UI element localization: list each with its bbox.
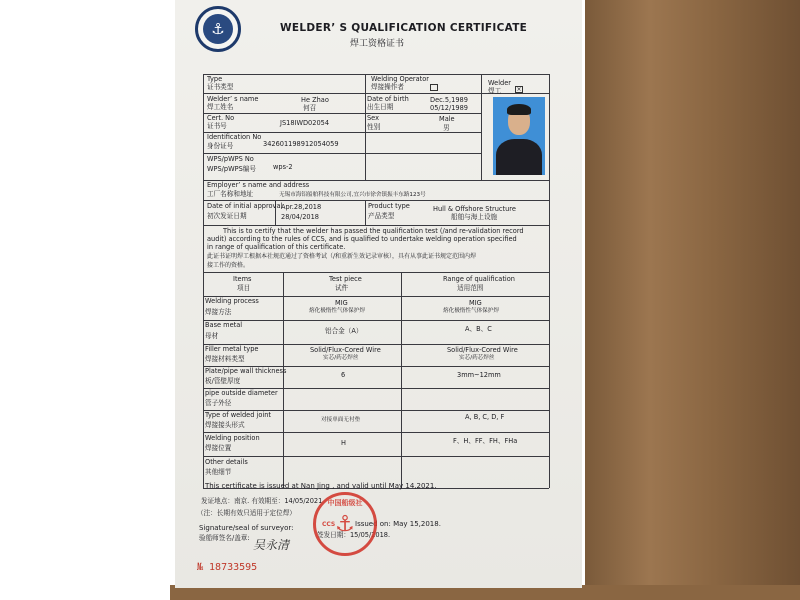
row-0-item-en: Welding process <box>205 297 259 305</box>
row-4-item-en: pipe outside diameter <box>205 389 278 397</box>
welder-checkbox: × <box>516 86 522 93</box>
header-items-en: Items <box>233 275 252 283</box>
name-value-cn: 何召 <box>303 104 317 112</box>
statement-en-line-1: This is to certify that the welder has passed the qualification test (/and re-validation record <box>223 227 524 235</box>
sex-value-cn: 男 <box>443 124 450 132</box>
birth-value-en: Dec.5,1989 <box>430 96 468 104</box>
birth-label-en: Date of birth <box>367 95 409 103</box>
row-3-range: 3mm~12mm <box>457 371 501 379</box>
row-0-test: MIG <box>335 299 348 307</box>
statement-cn-line-1: 此证书证明焊工根据本社规范通过了资格考试（/和重新生效记录审核），具有从事此证书规定范围内焊 <box>207 253 477 260</box>
wps-label-en: WPS/pWPS No <box>207 155 254 163</box>
row-2-range: Solid/Flux-Cored Wire <box>447 346 518 354</box>
serial-number: № 18733595 <box>197 562 258 573</box>
statement-cn-line-2: 接工作的资格。 <box>207 262 250 269</box>
row-3-item-en: Plate/pipe wall thickness <box>205 367 287 375</box>
ccs-seal-stamp <box>313 492 377 556</box>
row-1-item-en: Base metal <box>205 321 243 329</box>
row-0-item-cn: 焊接方法 <box>205 308 232 316</box>
employer-label-en: Employer’ s name and address <box>207 181 310 189</box>
id-label-cn: 身份证号 <box>207 142 234 150</box>
id-label-en: Identification No <box>207 133 262 141</box>
certificate-title-en: WELDER’ S QUALIFICATION CERTIFICATE <box>280 22 528 34</box>
approval-value-cn: 28/04/2018 <box>281 213 320 221</box>
row-2-item-en: Filler metal type <box>205 345 259 353</box>
cert-no-label-cn: 证书号 <box>207 122 227 130</box>
row-5-test: 对接单面无衬垫 <box>321 417 361 423</box>
type-label-en: Type <box>207 75 223 83</box>
sex-label-en: Sex <box>367 114 380 122</box>
issued-statement-cn: 发证地点：南京. 有效期至：14/05/2021 <box>201 497 323 505</box>
row-6-range: F、H、FF、FH、FHa <box>453 437 518 445</box>
approval-label-cn: 初次发证日期 <box>207 212 247 220</box>
surveyor-signature-label-cn: 验船师签名/盖章: <box>199 534 250 542</box>
row-2-test2: 实芯/药芯焊丝 <box>323 355 359 361</box>
id-value: 342601198912054059 <box>263 140 339 148</box>
row-5-item-cn: 焊接接头形式 <box>205 421 245 429</box>
surveyor-signature-label: Signature/seal of surveyor: <box>199 524 294 532</box>
surveyor-signature: 吴永清 <box>253 538 290 552</box>
row-0-test2: 熔化极惰性气体保护焊 <box>309 308 365 314</box>
product-label-cn: 产品类型 <box>368 212 395 220</box>
row-2-range2: 实芯/药芯焊丝 <box>459 355 495 361</box>
sex-value-en: Male <box>439 115 455 123</box>
issued-on-date: Issued on: May 15,2018. <box>355 520 441 528</box>
sex-label-cn: 性别 <box>367 123 381 131</box>
wps-label-cn: WPS/pWPS编号 <box>207 165 256 173</box>
product-label-en: Product type <box>368 202 410 210</box>
welder-label: Welder <box>488 79 511 87</box>
row-7-item-en: Other details <box>205 458 248 466</box>
ccs-logo-icon <box>195 6 241 52</box>
issued-statement: This certificate is issued at Nan Jing , and valid until May 14,2021. <box>205 482 437 490</box>
header-range-en: Range of qualification <box>443 275 515 283</box>
employer-value: 无锡市海铝船舶科技有限公司,宜兴市徐舍镇振丰东路123号 <box>279 192 426 198</box>
welder-label-cn: 焊工 <box>488 87 502 95</box>
birth-label-cn: 出生日期 <box>367 103 394 111</box>
row-5-item-en: Type of welded joint <box>205 411 271 419</box>
product-value-cn: 船舶与海上设施 <box>451 213 498 221</box>
seal-text: 中国船级社 <box>327 499 363 507</box>
row-1-range: A、B、C <box>465 325 492 333</box>
birth-value-cn: 05/12/1989 <box>430 104 469 112</box>
issued-on-date-cn: 签发日期：15/05/2018. <box>317 531 391 539</box>
approval-label-en: Date of initial approval <box>207 202 283 210</box>
header-test-en: Test piece <box>329 275 362 283</box>
row-6-item-en: Welding position <box>205 434 260 442</box>
anchor-icon: ⚓ <box>203 14 233 44</box>
cert-no-label-en: Cert. No <box>207 114 235 122</box>
validity-note-cn: （注：长期有效只适用于定位焊） <box>197 509 296 517</box>
row-0-range2: 熔化极惰性气体保护焊 <box>443 308 499 314</box>
wps-value: wps-2 <box>273 163 293 171</box>
row-6-item-cn: 焊接位置 <box>205 444 232 452</box>
welder-photo <box>493 97 545 175</box>
row-1-item-cn: 母材 <box>205 332 219 340</box>
row-2-item-cn: 焊接材料类型 <box>205 355 245 363</box>
cert-no-value: JS18IWD02054 <box>280 119 330 127</box>
seal-anchor-icon: ⚓ <box>335 511 355 537</box>
welding-operator-checkbox <box>430 84 438 91</box>
certificate-document <box>175 0 582 588</box>
row-3-test: 6 <box>341 371 346 379</box>
employer-label-cn: 工厂名称和地址 <box>207 190 254 198</box>
row-2-test: Solid/Flux-Cored Wire <box>310 346 381 354</box>
row-1-test: 铝合金（A） <box>325 327 363 335</box>
certificate-title-cn: 焊工资格证书 <box>350 39 405 49</box>
product-value-en: Hull & Offshore Structure <box>433 205 516 213</box>
row-7-item-cn: 其他细节 <box>205 468 232 476</box>
row-6-test: H <box>341 439 346 447</box>
welding-operator-label-cn: 焊接操作者 <box>371 83 404 91</box>
header-range-cn: 适用范围 <box>457 284 484 292</box>
row-4-item-cn: 管子外径 <box>205 399 232 407</box>
type-label-cn: 证书类型 <box>207 83 234 91</box>
header-test-cn: 试件 <box>335 284 349 292</box>
header-items-cn: 项目 <box>237 284 251 292</box>
row-0-range: MIG <box>469 299 482 307</box>
name-label-cn: 焊工姓名 <box>207 103 234 111</box>
seal-code: CCS <box>322 521 336 528</box>
approval-value-en: Apr.28,2018 <box>281 203 322 211</box>
row-5-range: A, B, C, D, F <box>465 413 505 421</box>
row-3-item-cn: 板/管壁厚度 <box>205 377 241 385</box>
statement-en-line-3: in range of qualification of this certificate. <box>207 243 346 251</box>
welding-operator-label: Welding Operator <box>371 75 430 83</box>
name-value-en: He Zhao <box>301 96 329 104</box>
name-label-en: Welder’ s name <box>207 95 259 103</box>
wood-background-right <box>585 0 800 600</box>
statement-en-line-2: audit) according to the rules of CCS, and is qualified to undertake welding operation specified <box>207 235 517 243</box>
